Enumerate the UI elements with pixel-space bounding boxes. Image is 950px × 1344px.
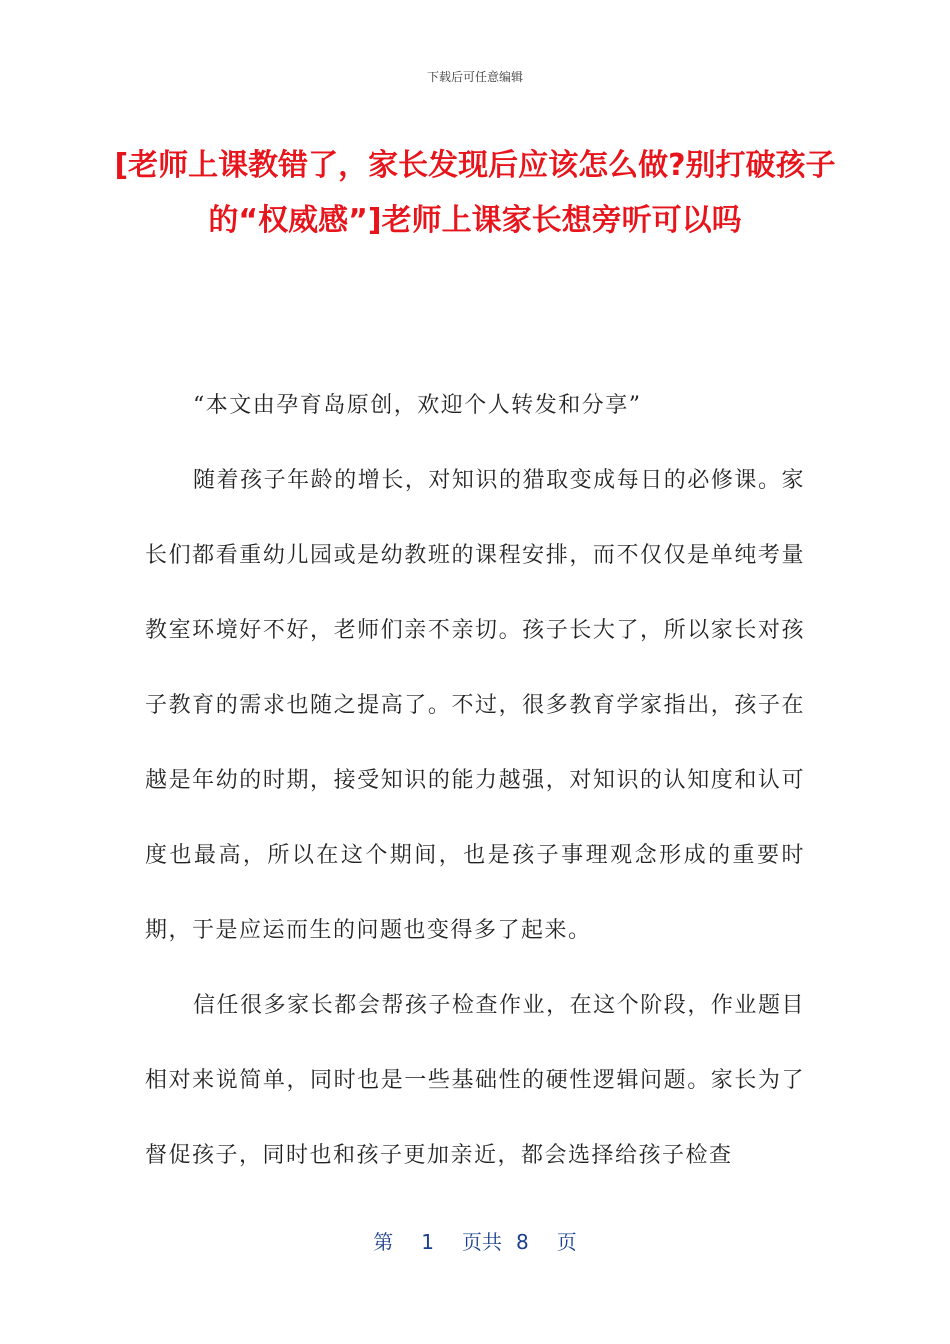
footer-suffix: 页 [556,1230,577,1254]
document-body [145,368,805,1193]
paragraph-2: 信任很多家长都会帮孩子检查作业，在这个阶段，作业题目相对来说简单，同时也是一些基础性的硬性逻辑问题。家长为了督促孩子，同时也和孩子更加亲近，都会选择给孩子检查 [145,993,805,1168]
page-footer [0,1226,950,1255]
paragraph-1: 随着孩子年龄的增长，对知识的猎取变成每日的必修课。家长们都看重幼儿园或是幼教班的课程安排，而不仅仅是单纯考量教室环境好不好，老师们亲不亲切。孩子长大了，所以家长对孩子教育的需求也随之提高了。不过，很多教育学家指出，孩子在越是年幼的时期，接受知识的能力越强，对知识的认知度和认可度也最高，所以在这个期间，也是孩子事理观念形成的重要时期，于是应运而生的问题也变得多了起来。 [145,468,805,943]
footer-mid: 页共 [462,1230,502,1254]
header-note: 下载后可任意编辑 [426,70,523,84]
footer-prefix: 第 [373,1230,394,1254]
paragraph-intro: “本文由孕育岛原创，欢迎个人转发和分享” [193,393,642,418]
footer-total-pages: 8 [516,1230,529,1254]
footer-page-number: 1 [421,1230,434,1254]
document-title: [老师上课教错了，家长发现后应该怎么做?别打破孩子的“权威感”]老师上课家长想旁听可以吗 [114,148,836,238]
